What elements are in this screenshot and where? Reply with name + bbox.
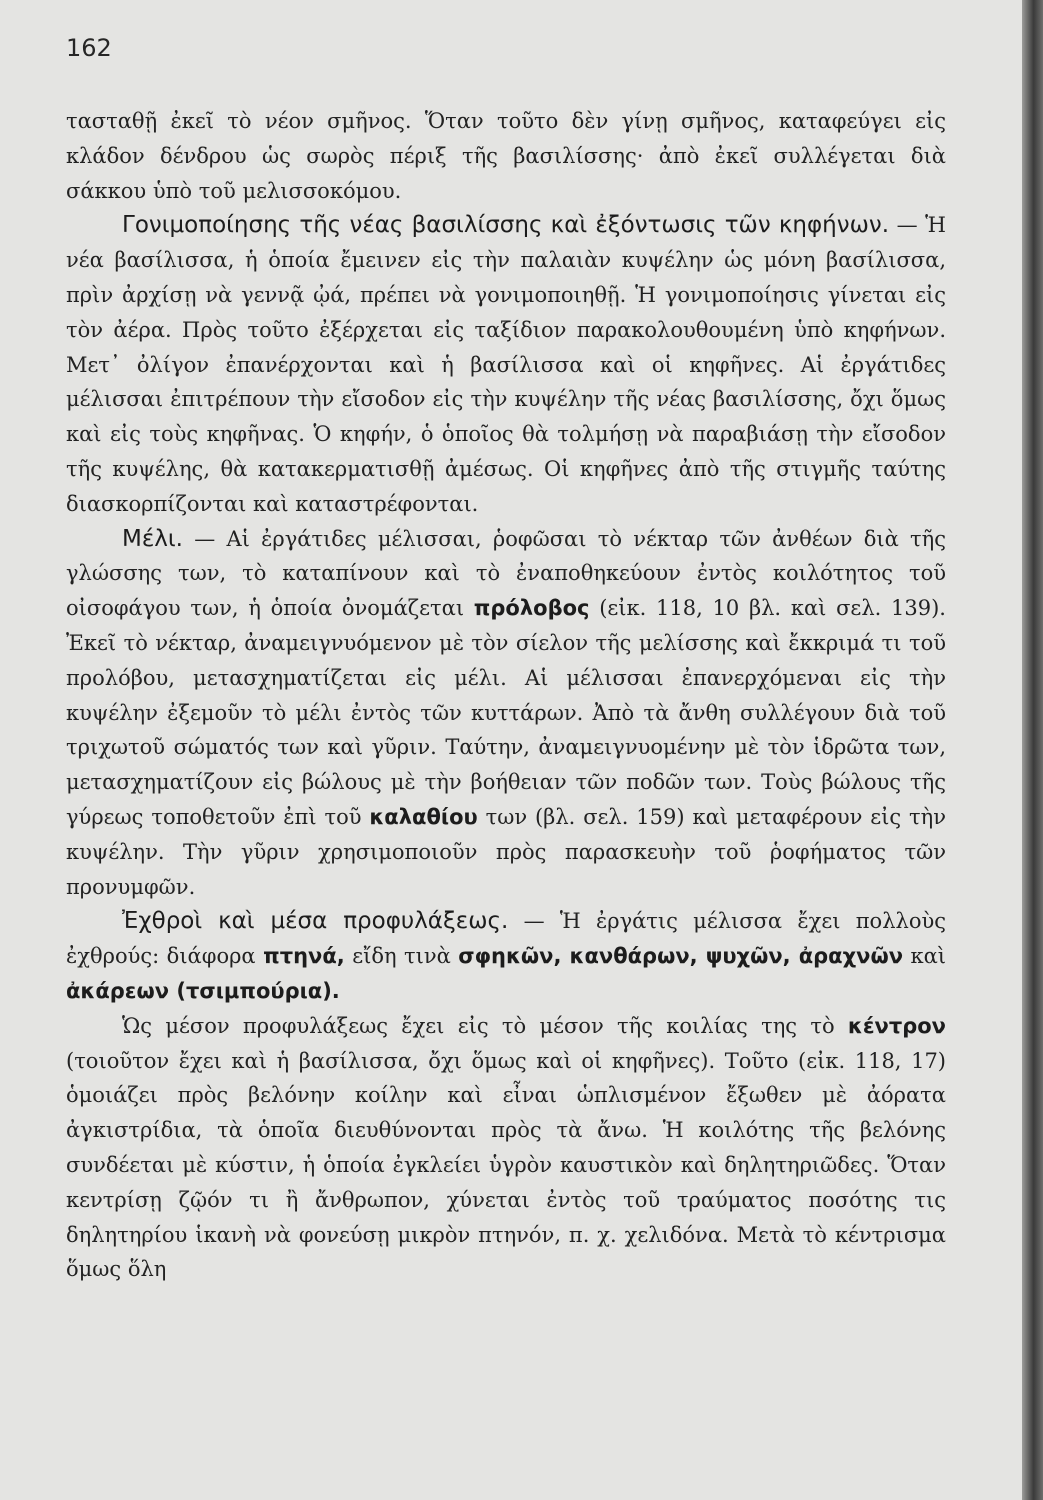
paragraph-swarm bbox=[66, 104, 946, 208]
paragraph-honey-text-a: — Αἱ ἐργάτιδες μέλισσαι, ῥοφῶσαι τὸ νέκταρ τῶν ἀνθέων διὰ τῆς γλώσσης των, τὸ καταπίνουν καὶ τὸ ἐναποθηκεύουν ἐντὸς κοιλότητος τοῦ οἰσοφάγου των, ἡ ὁποία ὀνομάζεται bbox=[66, 526, 946, 621]
term-birds: πτηνά, bbox=[263, 944, 345, 969]
paragraph-honey-text-b: (εἰκ. 118, 10 βλ. καὶ σελ. 139). Ἐκεῖ τὸ νέκταρ, ἀναμειγνυόμενον μὲ τὸν σίελον τῆς μελίσσης καὶ ἔκκριμά τι τοῦ προλόβου, μετασχηματίζεται εἰς μέλι. Αἱ μέλισσαι ἐπανερχόμεναι εἰς τὴν κυψέλην ἐξεμοῦν τὸ μέλι ἐντὸς τῶν κυττάρων. Ἀπὸ τὰ ἄνθη συλλέγουν διὰ τοῦ τριχωτοῦ σώματός των καὶ γῦριν. Ταύτην, ἀναμειγνυομένην μὲ τὸν ἱδρῶτα των, μετασχηματίζουν εἰς βώλους μὲ τὴν βοήθειαν τῶν ποδῶν των. Τοὺς βώλους τῆς γύρεως τοποθετοῦν ἐπὶ τοῦ bbox=[66, 596, 946, 829]
paragraph-enemies-text-c: καὶ bbox=[903, 944, 947, 969]
term-kalathiou: καλαθίου bbox=[369, 804, 478, 829]
paragraph-enemies-text-b: εἴδη τινὰ bbox=[344, 944, 459, 969]
paragraph-enemies bbox=[66, 904, 946, 1008]
heading-fertilization: Γονιμοποίησης τῆς νέας βασιλίσσης καὶ ἐξόντωσις τῶν κηφήνων. bbox=[122, 212, 890, 239]
term-prolobos: πρόλοβος bbox=[473, 596, 590, 621]
page-number: 162 bbox=[66, 34, 112, 62]
paragraph-honey-text-c: των (βλ. σελ. 159) καὶ μεταφέρουν εἰς τὴν κυψέλην. Τὴν γῦριν χρησιμοποιοῦν πρὸς παρασκευὴν τοῦ ῥοφήματος τῶν προνυμφῶν. bbox=[66, 804, 946, 899]
heading-enemies: Ἐχθροὶ καὶ μέσα προφυλάξεως. bbox=[122, 908, 509, 935]
term-mites: ἀκάρεων (τσιμπούρια). bbox=[66, 978, 340, 1003]
paragraph-enemies-text-a: — Ἡ ἐργάτις μέλισσα ἔχει πολλοὺς ἐχθρούς: διάφορα bbox=[66, 909, 946, 969]
term-kentron: κέντρον bbox=[847, 1013, 946, 1038]
paragraph-sting-text-b: (τοιοῦτον ἔχει καὶ ἡ βασίλισσα, ὄχι ὅμως καὶ οἱ κηφῆνες). Τοῦτο (εἰκ. 118, 17) ὁμοιάζει πρὸς βελόνην κοίλην καὶ εἶναι ὡπλισμένον ἔξωθεν μὲ ἀόρατα ἀγκιστρίδια, τὰ ὁποῖα διευθύνονται πρὸς τὰ ἄνω. Ἡ κοιλότης τῆς βελόνης συνδέεται μὲ κύστιν, ἡ ὁποία ἐγκλείει ὑγρὸν καυστικὸν καὶ δηλητηριῶδες. Ὅταν κεντρίσῃ ζῷόν τι ἢ ἄνθρωπον, χύνεται ἐντὸς τοῦ τραύματος ποσότης τις δηλητηρίου ἱκανὴ νὰ φονεύσῃ μικρὸν πτηνόν, π. χ. χελιδόνα. Μετὰ τὸ κέντρισμα ὅμως ὅλη bbox=[66, 1048, 946, 1282]
paragraph-sting bbox=[66, 1009, 946, 1287]
page-body bbox=[66, 104, 946, 1287]
paragraph-swarm-text: τασταθῇ ἐκεῖ τὸ νέον σμῆνος. Ὅταν τοῦτο δὲν γίνῃ σμῆνος, καταφεύγει εἰς κλάδον δένδρου ὡς σωρὸς πέριξ τῆς βασιλίσσης· ἀπὸ ἐκεῖ συλλέγεται διὰ σάκκου ὑπὸ τοῦ μελισσοκόμου. bbox=[66, 109, 946, 203]
book-spine bbox=[1022, 0, 1043, 1500]
paragraph-fertilization bbox=[66, 208, 946, 521]
paragraph-honey bbox=[66, 522, 946, 905]
paragraph-sting-text-a: Ὡς μέσον προφυλάξεως ἔχει εἰς τὸ μέσον τῆς κοιλίας της τὸ bbox=[122, 1013, 848, 1038]
term-insects: σφηκῶν, κανθάρων, ψυχῶν, ἀραχνῶν bbox=[458, 944, 904, 969]
heading-honey: Μέλι. bbox=[122, 525, 183, 552]
paragraph-fertilization-text: — Ἡ νέα βασίλισσα, ἡ ὁποία ἔμεινεν εἰς τὴν παλαιὰν κυψέλην ὡς μόνη βασίλισσα, πρὶν ἀρχίσῃ νὰ γεννᾷ ᾠά, πρέπει νὰ γονιμοποιηθῇ. Ἡ γονιμοποίησις γίνεται εἰς τὸν ἀέρα. Πρὸς τοῦτο ἐξέρχεται εἰς ταξίδιον παρακολουθουμένη ὑπὸ κηφήνων. Μετ᾽ ὀλίγον ἐπανέρχονται καὶ ἡ βασίλισσα καὶ οἱ κηφῆνες. Αἱ ἐργάτιδες μέλισσαι ἐπιτρέπουν τὴν εἴσοδον εἰς τὴν κυψέλην τῆς νέας βασιλίσσης, ὄχι ὅμως καὶ εἰς τοὺς κηφῆνας. Ὁ κηφήν, ὁ ὁποῖος θὰ τολμήσῃ νὰ παραβιάσῃ τὴν εἴσοδον τῆς κυψέλης, θὰ κατακερματισθῇ ἀμέσως. Οἱ κηφῆνες ἀπὸ τῆς στιγμῆς ταύτης διασκορπίζονται καὶ καταστρέφονται. bbox=[66, 213, 947, 516]
